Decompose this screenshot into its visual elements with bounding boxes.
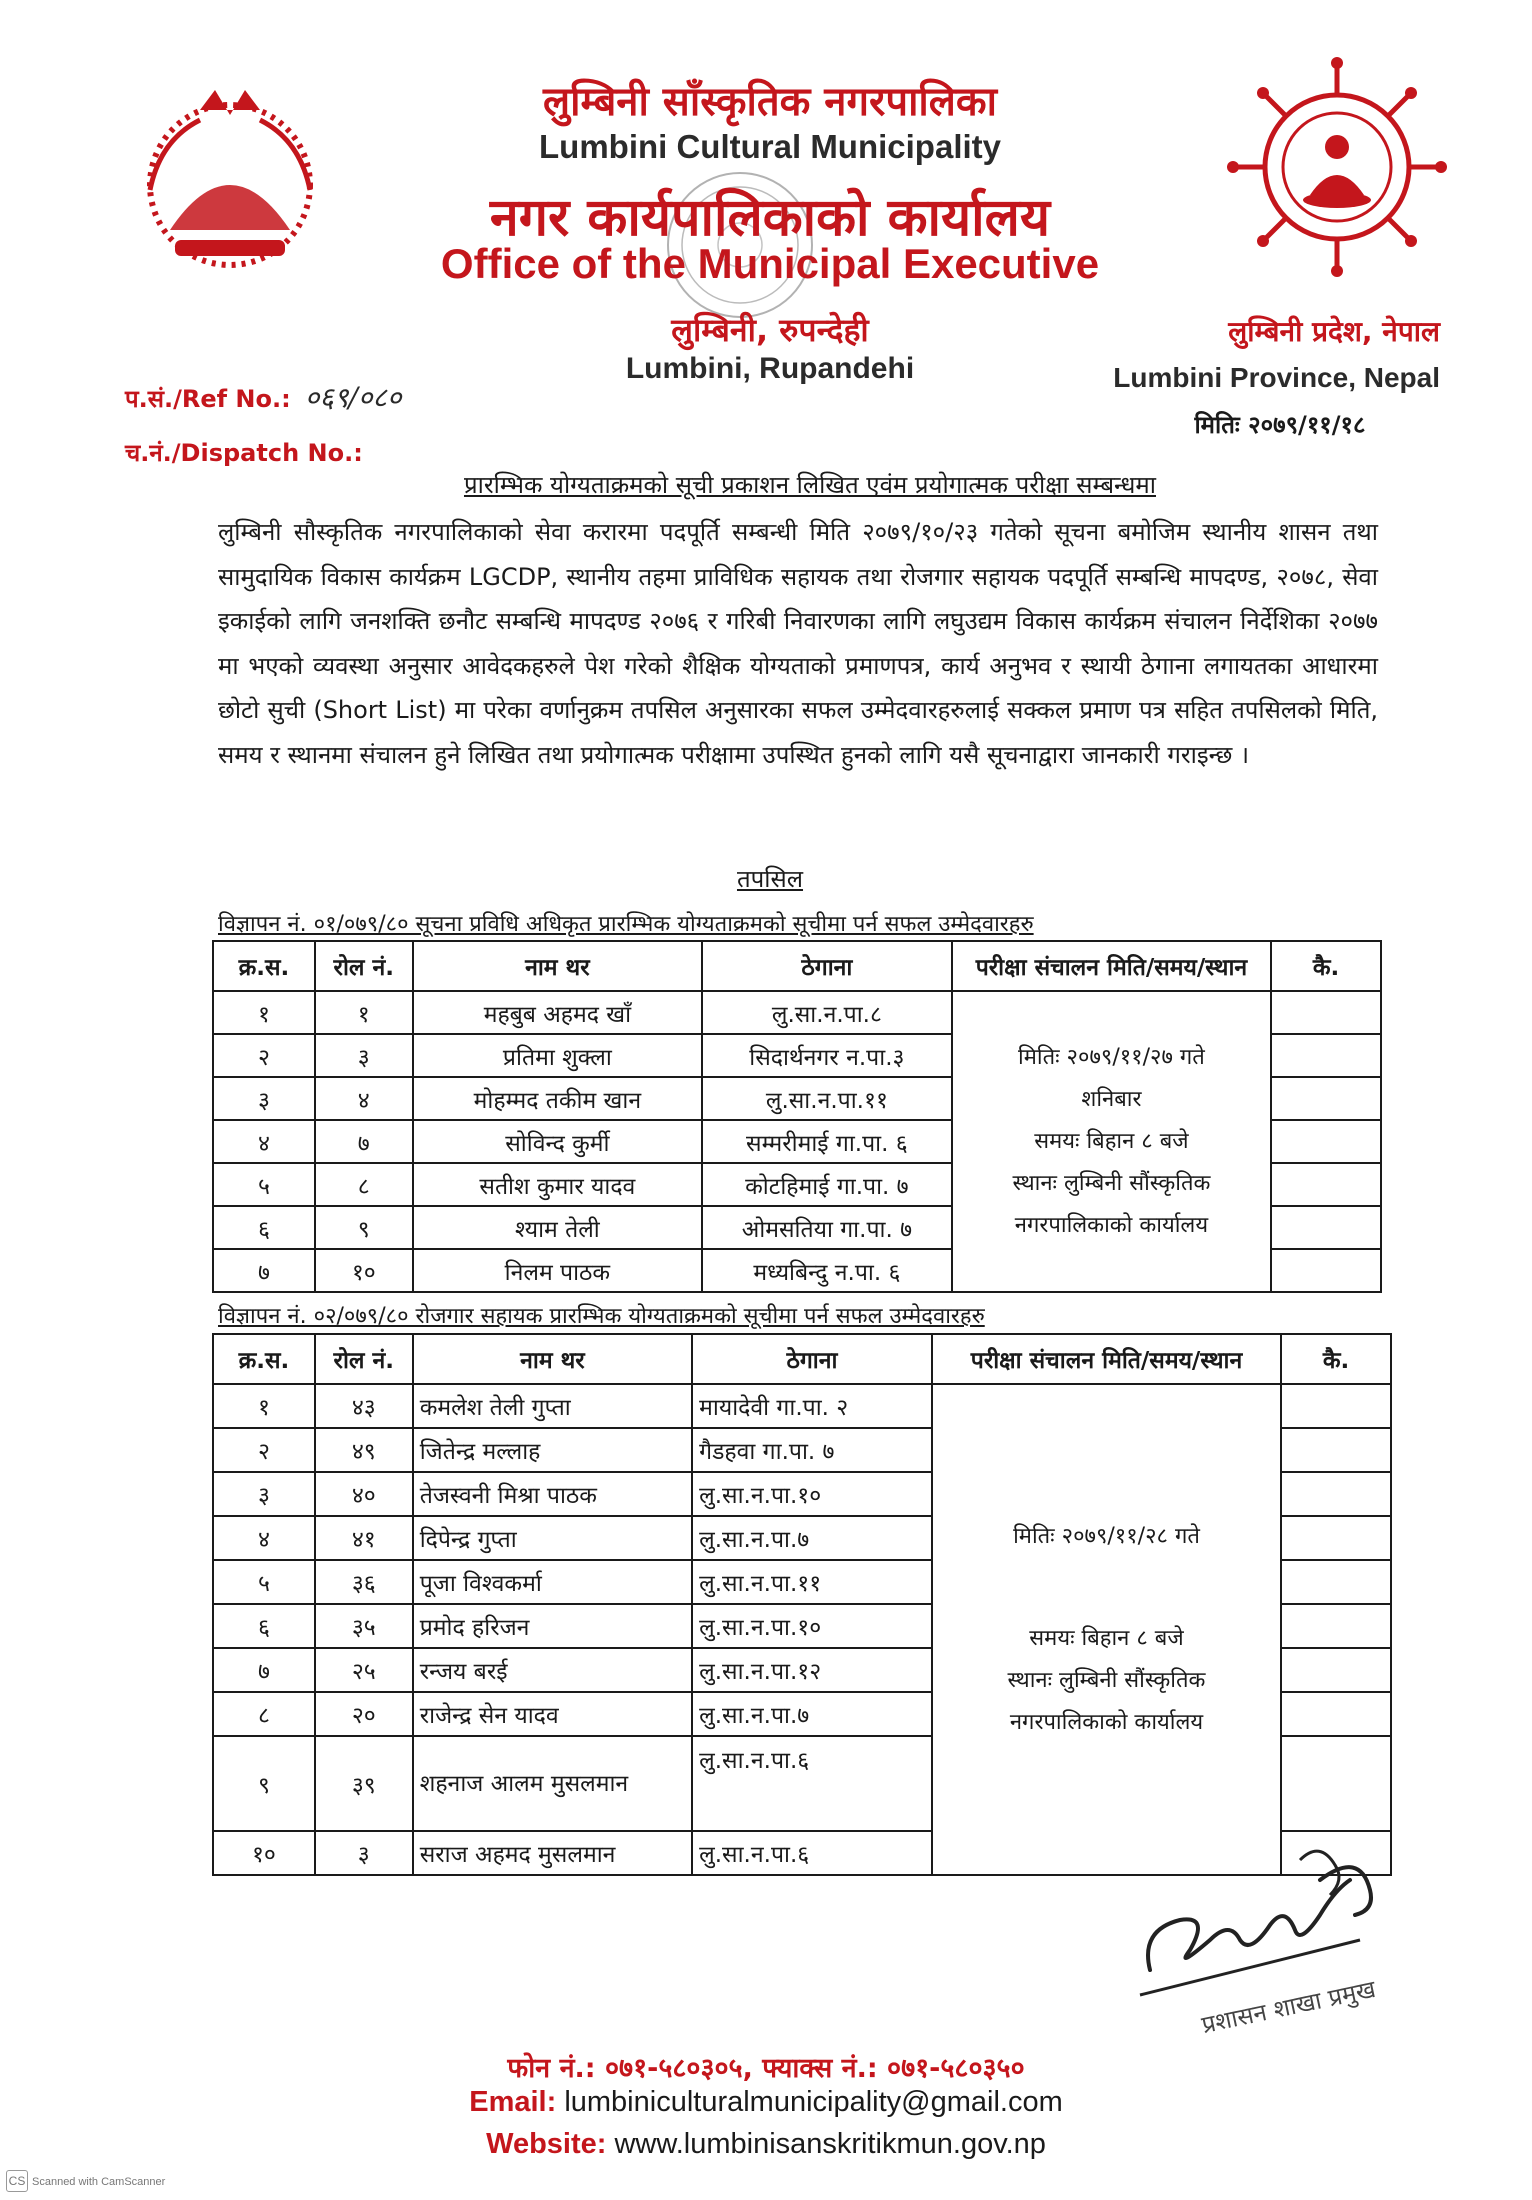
section2-title: विज्ञापन नं. ०२/०७९/८० रोजगार सहायक प्रारम्भिक योग्यताक्रमको सूचीमा पर्न सफल उम्मेदवारहरु <box>218 1304 985 1329</box>
footer-phone-fax: फोन नं.: ०७१-५८०३०५, फ्याक्स नं.: ०७१-५८०३५० <box>507 2053 1025 2084</box>
cell-remark <box>1281 1560 1391 1604</box>
province-english: Lumbini Province, Nepal <box>1113 362 1440 393</box>
cell-address: मायादेवी गा.पा. २ <box>692 1384 932 1428</box>
schedule-time: समयः बिहान ८ बजे <box>1034 1128 1189 1154</box>
cell-name: प्रतिमा शुक्ला <box>413 1034 702 1077</box>
cell-roll: ८ <box>315 1163 413 1206</box>
cell-sn: २ <box>213 1034 315 1077</box>
cell-name: सोविन्द कुर्मी <box>413 1120 702 1163</box>
ref-value: ०६९/०८० <box>304 381 402 414</box>
office-name-english: Office of the Municipal Executive <box>440 240 1100 287</box>
cell-sn: ४ <box>213 1120 315 1163</box>
cell-roll: ३५ <box>315 1604 413 1648</box>
location-nepali: लुम्बिनी, रुपन्देही <box>671 311 869 349</box>
cell-remark <box>1271 1249 1381 1292</box>
details-heading: तपसिल <box>736 865 804 893</box>
cell-remark <box>1271 1120 1381 1163</box>
cell-name: राजेन्द्र सेन यादव <box>413 1692 692 1736</box>
cell-address: सिदार्थनगर न.पा.३ <box>702 1034 952 1077</box>
cell-sn: ५ <box>213 1163 315 1206</box>
cell-remark <box>1271 1077 1381 1120</box>
cell-name: श्याम तेली <box>413 1206 702 1249</box>
col-schedule: परीक्षा संचालन मिति/समय/स्थान <box>932 1334 1281 1384</box>
cell-roll: ४० <box>315 1472 413 1516</box>
municipality-name-nepali: लुम्बिनी साँस्कृतिक नगरपालिका <box>542 79 997 125</box>
cell-sn: ४ <box>213 1516 315 1560</box>
cell-remark <box>1281 1384 1391 1428</box>
cell-sn: १ <box>213 1384 315 1428</box>
schedule-date: मितिः २०७९/११/२७ गते <box>1018 1044 1205 1070</box>
cell-remark <box>1281 1736 1391 1831</box>
schedule-place-cont: नगरपालिकाको कार्यालय <box>1014 1212 1209 1238</box>
municipality-name-english: Lumbini Cultural Municipality <box>539 128 1001 165</box>
section1-title: विज्ञापन नं. ०१/०७९/८० सूचना प्रविधि अधिकृत प्रारम्भिक योग्यताक्रमको सूचीमा पर्न सफल उम्मेदवारहरु <box>218 912 1034 937</box>
cell-address: लु.सा.न.पा.१० <box>692 1604 932 1648</box>
cell-roll: १० <box>315 1249 413 1292</box>
cell-address: लु.सा.न.पा.१२ <box>692 1648 932 1692</box>
col-roll: रोल नं. <box>315 941 413 991</box>
cell-sn: ३ <box>213 1472 315 1516</box>
cell-remark <box>1281 1472 1391 1516</box>
nepal-emblem-icon <box>130 80 330 280</box>
schedule-time: समयः बिहान ८ बजे <box>1029 1625 1184 1651</box>
col-schedule: परीक्षा संचालन मिति/समय/स्थान <box>952 941 1271 991</box>
ref-label: प.सं./Ref No.: <box>125 385 291 413</box>
schedule-date: मितिः २०७९/११/२८ गते <box>1013 1523 1200 1549</box>
signatory-title: प्रशासन शाखा प्रमुख <box>1199 1974 1379 2040</box>
cell-name: रन्जय बरई <box>413 1648 692 1692</box>
cell-remark <box>1281 1516 1391 1560</box>
candidate-table-it-officer <box>212 940 1382 1293</box>
cell-sn: ७ <box>213 1648 315 1692</box>
col-remark: कै. <box>1271 941 1381 991</box>
cell-remark <box>1271 1206 1381 1249</box>
cell-address: सम्मरीमाई गा.पा. ६ <box>702 1120 952 1163</box>
cell-address: लु.सा.न.पा.१० <box>692 1472 932 1516</box>
cell-remark <box>1281 1648 1391 1692</box>
cell-sn: ७ <box>213 1249 315 1292</box>
cell-name: दिपेन्द्र गुप्ता <box>413 1516 692 1560</box>
notice-subject: प्रारम्भिक योग्यताक्रमको सूची प्रकाशन लिखित एवंम प्रयोगात्मक परीक्षा सम्बन्धमा <box>463 471 1156 499</box>
cell-roll: ३६ <box>315 1560 413 1604</box>
cell-name: सतीश कुमार यादव <box>413 1163 702 1206</box>
location-english: Lumbini, Rupandehi <box>625 352 915 385</box>
schedule-place: स्थानः लुम्बिनी सौंस्कृतिक <box>1007 1667 1206 1693</box>
cell-address: गैडहवा गा.पा. ७ <box>692 1428 932 1472</box>
cell-sn: २ <box>213 1428 315 1472</box>
cell-remark <box>1271 991 1381 1034</box>
col-address: ठेगाना <box>702 941 952 991</box>
col-sn: क्र.स. <box>213 941 315 991</box>
lumbini-buddha-wheel-icon <box>1225 55 1450 280</box>
col-name: नाम थर <box>413 941 702 991</box>
cell-address: लु.सा.न.पा.११ <box>692 1560 932 1604</box>
table-row <box>213 991 1381 1034</box>
col-name: नाम थर <box>413 1334 692 1384</box>
cell-roll: ३९ <box>315 1736 413 1831</box>
cell-remark <box>1271 1163 1381 1206</box>
cell-address: मध्यबिन्दु न.पा. ६ <box>702 1249 952 1292</box>
cell-address: कोटहिमाई गा.पा. ७ <box>702 1163 952 1206</box>
cell-sn: ९ <box>213 1736 315 1831</box>
cell-address: लु.सा.न.पा.८ <box>702 991 952 1034</box>
cell-name: सराज अहमद मुसलमान <box>413 1831 692 1875</box>
cell-sn: १० <box>213 1831 315 1875</box>
cell-address: लु.सा.न.पा.६ <box>692 1831 932 1875</box>
cell-address: लु.सा.न.पा.६ <box>692 1736 932 1831</box>
cell-roll: ३ <box>315 1831 413 1875</box>
cell-sn: ५ <box>213 1560 315 1604</box>
cell-remark <box>1281 1428 1391 1472</box>
cell-sn: १ <box>213 991 315 1034</box>
province-nepali: लुम्बिनी प्रदेश, नेपाल <box>1228 315 1440 348</box>
cell-name: कमलेश तेली गुप्ता <box>413 1384 692 1428</box>
email-label: Email: <box>469 2086 557 2118</box>
schedule-place: स्थानः लुम्बिनी सौंस्कृतिक <box>1012 1170 1211 1196</box>
cell-remark <box>1281 1692 1391 1736</box>
website-link[interactable]: www.lumbinisanskritikmun.gov.np <box>614 2128 1046 2160</box>
col-roll: रोल नं. <box>315 1334 413 1384</box>
cell-address: ओमसतिया गा.पा. ७ <box>702 1206 952 1249</box>
dispatch-number: च.नं./Dispatch No.: <box>125 439 363 467</box>
candidate-table-employment-assistant <box>212 1333 1392 1876</box>
cell-sn: ६ <box>213 1206 315 1249</box>
cell-roll: ४ <box>315 1077 413 1120</box>
cell-remark <box>1281 1604 1391 1648</box>
cell-name: प्रमोद हरिजन <box>413 1604 692 1648</box>
cell-name: शहनाज आलम मुसलमान <box>413 1736 692 1831</box>
cell-sn: ८ <box>213 1692 315 1736</box>
schedule-day: शनिबार <box>1081 1086 1142 1112</box>
cell-roll: ४१ <box>315 1516 413 1560</box>
cell-name: निलम पाठक <box>413 1249 702 1292</box>
cell-roll: ७ <box>315 1120 413 1163</box>
cell-name: महबुब अहमद खाँ <box>413 991 702 1034</box>
office-name-nepali: नगर कार्यपालिकाको कार्यालय <box>489 188 1051 248</box>
cell-remark <box>1271 1034 1381 1077</box>
cell-address: लु.सा.न.पा.७ <box>692 1692 932 1736</box>
schedule-cell <box>932 1384 1281 1875</box>
cell-roll: २५ <box>315 1648 413 1692</box>
scanner-watermark <box>6 2170 165 2192</box>
date-label: मितिः <box>1194 411 1240 439</box>
cell-roll: २० <box>315 1692 413 1736</box>
schedule-cell <box>952 991 1271 1292</box>
reference-number <box>125 378 402 416</box>
cell-name: मोहम्मद तकीम खान <box>413 1077 702 1120</box>
cell-roll: ४३ <box>315 1384 413 1428</box>
col-address: ठेगाना <box>692 1334 932 1384</box>
date-value: २०७९/११/१८ <box>1248 411 1366 439</box>
notice-body: लुम्बिनी सौस्कृतिक नगरपालिकाको सेवा करारमा पदपूर्ति सम्बन्धी मिति २०७९/१०/२३ गतेको सूचना बमोजिम स्थानीय शासन तथा सामुदायिक विकास कार्यक्रम LGCDP, स्थानीय तहमा प्राविधिक सहायक तथा रोजगार सहायक पदपूर्ति सम्बन्धि मापदण्ड, २०७८, सेवा इकाईको लागि जनशक्ति छनौट सम्बन्धि मापदण्ड २०७६ र गरिबी निवारणका लागि लघुउद्यम विकास कार्यक्रम संचालन निर्देशिका २०७७ मा भएको व्यवस्था अनुसार आवेदकहरुले पेश गरेको शैक्षिक योग्यताको प्रमाणपत्र, कार्य अनुभव र स्थायी ठेगाना लगायतका आधारमा छोटो सुची (Short List) मा परेका वर्णानुक्रम तपसिल अनुसारका सफल उम्मेदवारहरुलाई सक्कल प्रमाण पत्र सहित तपसिलको मिति, समय र स्थानमा संचालन हुने लिखित तथा प्रयोगात्मक परीक्षामा उपस्थित हुनको लागि यसै सूचनाद्वारा जानकारी गराइन्छ । <box>218 518 1378 769</box>
footer-website <box>0 2128 1532 2161</box>
cell-sn: ३ <box>213 1077 315 1120</box>
table-row <box>213 1384 1391 1428</box>
email-link[interactable]: lumbiniculturalmunicipality@gmail.com <box>564 2086 1063 2118</box>
cell-roll: १ <box>315 991 413 1034</box>
cell-roll: ४९ <box>315 1428 413 1472</box>
cell-address: लु.सा.न.पा.७ <box>692 1516 932 1560</box>
letter-date <box>1120 408 1440 441</box>
footer-email <box>0 2086 1532 2119</box>
cell-roll: ९ <box>315 1206 413 1249</box>
cell-roll: ३ <box>315 1034 413 1077</box>
cell-sn: ६ <box>213 1604 315 1648</box>
cell-name: जितेन्द्र मल्लाह <box>413 1428 692 1472</box>
cell-address: लु.सा.न.पा.११ <box>702 1077 952 1120</box>
schedule-place-cont: नगरपालिकाको कार्यालय <box>1009 1709 1204 1735</box>
cell-name: तेजस्वनी मिश्रा पाठक <box>413 1472 692 1516</box>
table-header-row <box>213 941 1381 991</box>
table-header-row <box>213 1334 1391 1384</box>
website-label: Website: <box>486 2128 607 2160</box>
cell-name: पूजा विश्वकर्मा <box>413 1560 692 1604</box>
scanner-text: Scanned with CamScanner <box>32 2176 166 2188</box>
col-remark: कै. <box>1281 1334 1391 1384</box>
camscanner-logo-icon: CS <box>6 2170 28 2192</box>
col-sn: क्र.स. <box>213 1334 315 1384</box>
